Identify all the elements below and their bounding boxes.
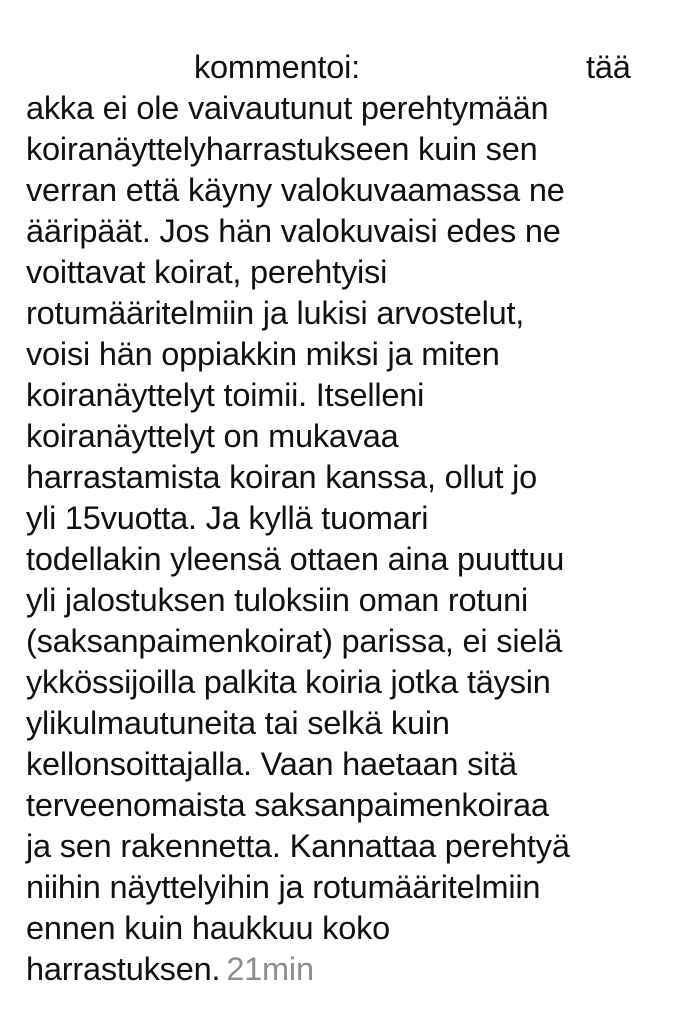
comment-header-line (26, 47, 676, 88)
comment-line: verran että käyny valokuvaamassa ne (26, 172, 565, 208)
comment-line: koiranäyttelyt toimii. Itselleni (26, 377, 425, 413)
comment-line: harrastamista koiran kanssa, ollut jo (26, 459, 538, 495)
comment-line: ennen kuin haukkuu koko (26, 910, 391, 946)
comment-text (26, 47, 676, 990)
comment-line: niihin näyttelyihin ja rotumääritelmiin (26, 869, 541, 905)
comment-timestamp[interactable]: 21min (226, 951, 314, 987)
comment-last-text: harrastuksen. (26, 951, 221, 987)
comment-line: ääripäät. Jos hän valokuvaisi edes ne (26, 213, 561, 249)
comment-line: (saksanpaimenkoirat) parissa, ei sielä (26, 623, 563, 659)
comment-line: ylikulmautuneita tai selkä kuin (26, 705, 450, 741)
comment-line: koiranäyttelyt on mukavaa (26, 418, 399, 454)
comment-line: ykkössijoilla palkita koiria jotka täysin (26, 664, 551, 700)
comment-line: yli 15vuotta. Ja kyllä tuomari (26, 500, 429, 536)
comment-line: akka ei ole vaivautunut perehtymään (26, 90, 549, 126)
comment-line: kellonsoittajalla. Vaan haetaan sitä (26, 746, 517, 782)
comment-action-label: kommentoi: (194, 49, 360, 85)
comment-line: rotumääritelmiin ja lukisi arvostelut, (26, 295, 525, 331)
comment-line: voittavat koirat, perehtyisi (26, 254, 388, 290)
comment-line: ja sen rakennetta. Kannattaa perehtyä (26, 828, 570, 864)
comment-line: koiranäyttelyharrastukseen kuin sen (26, 131, 538, 167)
comment-line: voisi hän oppiakkin miksi ja miten (26, 336, 500, 372)
comment-first-line-tail: tää (586, 49, 631, 85)
comment-line: todellakin yleensä ottaen aina puuttuu (26, 541, 565, 577)
comment-line: yli jalostuksen tuloksiin oman rotuni (26, 582, 529, 618)
comment-line: terveenomaista saksanpaimenkoiraa (26, 787, 549, 823)
comment-last-line (26, 949, 676, 990)
